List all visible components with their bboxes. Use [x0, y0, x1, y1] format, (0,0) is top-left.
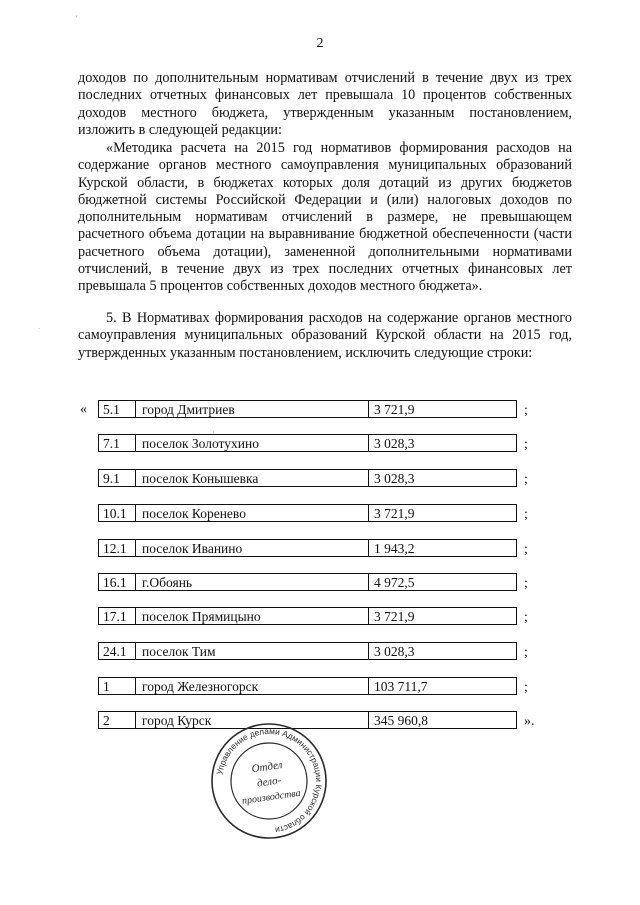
row-terminator: ;: [524, 507, 528, 522]
table-row: [0, 539, 640, 559]
row-number: 16.1: [98, 573, 136, 591]
stamp-ring-textpath: Управление делами Администрации Курской области: [214, 725, 325, 836]
table-row: [0, 504, 640, 524]
stamp-center-line3: производства: [241, 787, 302, 807]
row-value: 3 028,3: [369, 434, 517, 452]
table-row: [0, 607, 640, 627]
row-number: 7.1: [98, 434, 136, 452]
row-name: город Дмитриев: [136, 400, 369, 418]
row-number: 9.1: [98, 469, 136, 487]
paragraph-continuation: доходов по дополнительным нормативам отчислений в течение двух из трех последних отчетных финансовых лет превышала 10 процентов собственных доходов местного бюджета, утвержденным указанным постановлением, изложить в следующей редакции:: [78, 70, 572, 138]
row-name: город Курск: [136, 711, 369, 729]
row-name: г.Обоянь: [136, 573, 369, 591]
row-number: 1: [98, 677, 136, 695]
stamp-center-line2: дело-: [256, 774, 283, 790]
table-row: [0, 469, 640, 489]
row-value: 3 721,9: [369, 504, 517, 522]
row-terminator: ;: [524, 645, 528, 660]
row-value: 345 960,8: [369, 711, 517, 729]
row-number: 10.1: [98, 504, 136, 522]
row-terminator: ;: [524, 576, 528, 591]
row-terminator: ;: [524, 680, 528, 695]
row-terminator: ».: [524, 714, 535, 729]
row-number: 24.1: [98, 642, 136, 660]
table-row: [0, 677, 640, 697]
table-row: [0, 434, 640, 454]
scan-dot: ·: [212, 428, 215, 437]
row-value: 1 943,2: [369, 539, 517, 557]
row-name: поселок Золотухино: [136, 434, 369, 452]
row-value: 3 721,9: [369, 607, 517, 625]
row-name: поселок Тим: [136, 642, 369, 660]
row-number: 12.1: [98, 539, 136, 557]
official-stamp: [210, 722, 328, 840]
row-name: поселок Конышевка: [136, 469, 369, 487]
paragraph-methodology: «Методика расчета на 2015 год нормативов формирования расходов на содержание органов местного самоуправления муниципальных образований Курской области, в бюджетах которых доля дотаций из других бюджетов бюджетной системы Российской Федерации и (или) налоговых доходов по дополнительным нормативам отчислений в размере, не превышающем расчетного объема дотации на выравнивание бюджетной обеспеченности (части расчетного объема дотации), замененной дополнительными нормативами отчислений, в течение двух из трех последних отчетных финансовых лет превышала 5 процентов собственных доходов местного бюджета».: [78, 140, 572, 295]
row-value: 4 972,5: [369, 573, 517, 591]
row-value: 103 711,7: [369, 677, 517, 695]
table-row: [0, 573, 640, 593]
table-row: [0, 400, 640, 420]
row-value: 3 028,3: [369, 642, 517, 660]
row-number: 2: [98, 711, 136, 729]
margin-mark: .: [38, 322, 40, 331]
open-quote: «: [80, 402, 87, 417]
row-value: 3 721,9: [369, 400, 517, 418]
row-value: 3 028,3: [369, 469, 517, 487]
row-terminator: ;: [524, 610, 528, 625]
stamp-center-line1: Отдел: [250, 759, 284, 776]
row-name: поселок Прямицыно: [136, 607, 369, 625]
row-name: город Железногорск: [136, 677, 369, 695]
row-terminator: ;: [524, 437, 528, 452]
table-row: [0, 642, 640, 662]
row-name: поселок Иванино: [136, 539, 369, 557]
row-number: 5.1: [98, 400, 136, 418]
row-terminator: ;: [524, 472, 528, 487]
paragraph-item-5: 5. В Нормативах формирования расходов на содержание органов местного самоуправления муниципальных образований Курской области на 2015 год, утвержденных указанным постановлением, исключить следующие строки:: [78, 310, 572, 361]
row-terminator: ;: [524, 403, 528, 418]
row-name: поселок Коренево: [136, 504, 369, 522]
page-number: 2: [316, 36, 324, 51]
row-number: 17.1: [98, 607, 136, 625]
row-terminator: ;: [524, 542, 528, 557]
margin-mark: ': [76, 14, 78, 23]
